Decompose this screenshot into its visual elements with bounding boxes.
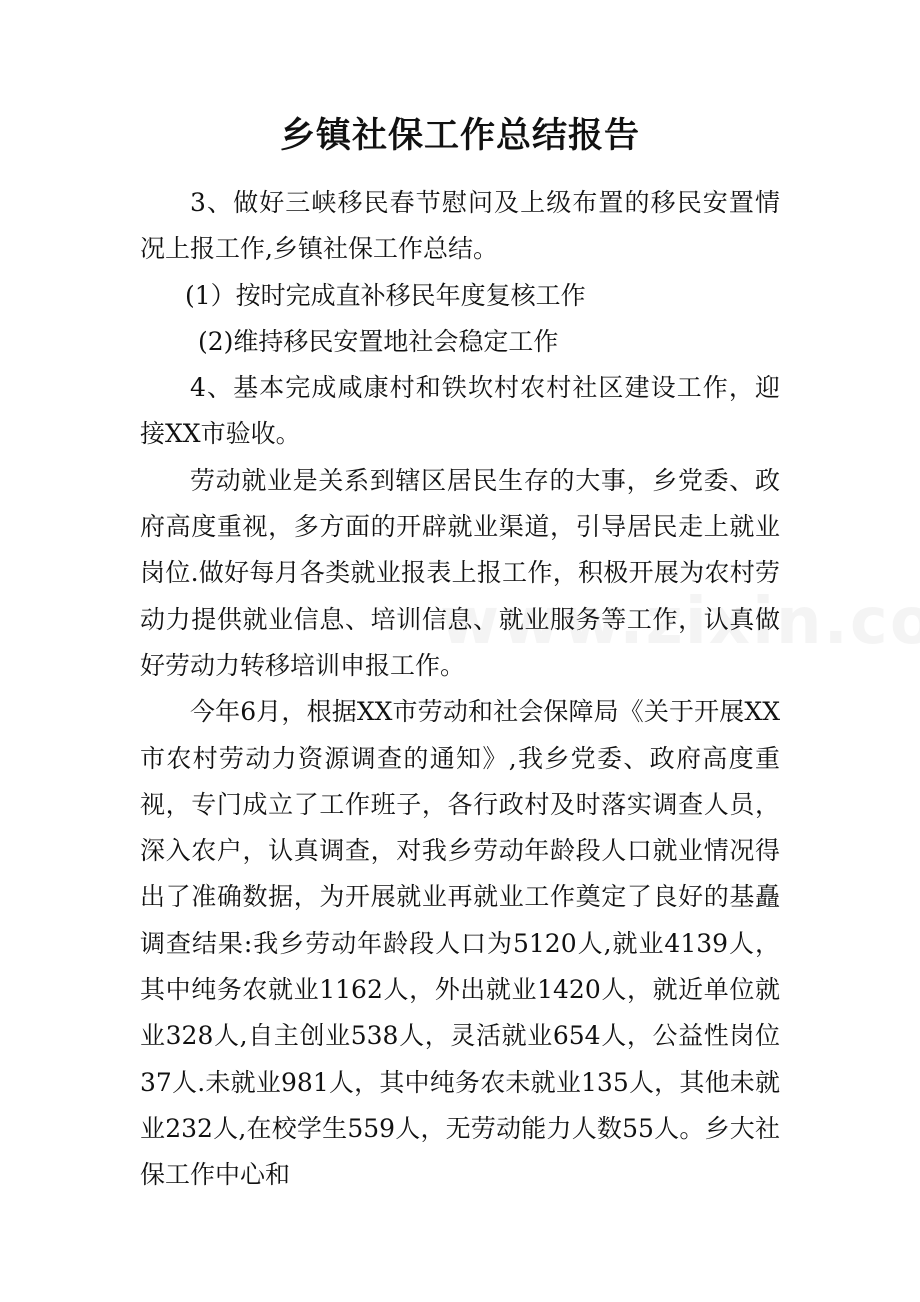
paragraph-subitem-2: (2)维持移民安置地社会稳定工作 bbox=[198, 326, 559, 356]
paragraph-survey-results: 今年6月，根据XX市劳动和社会保障局《关于开展XX市农村劳动力资源调查的通知》,我乡党委、政府高度重视，专门成立了工作班子，各行政村及时落实调查人员，深入农户，认真调查，对我乡劳动年龄段人口就业情况得出了准确数据，为开展就业再就业工作奠定了良好的基矗调查结果:我乡劳动年龄段人口为5120人,就业4139人，其中纯务农就业1162人，外出就业1420人，就近单位就业328人,自主创业538人，灵活就业654人，公益性岗位37人.未就业981人，其中纯务农未就业135人，其他未就业232人,在校学生559人，无劳动能力人数55人。乡大社保工作中心和 bbox=[140, 697, 780, 1190]
paragraph-item-3: 3、做好三峡移民春节慰问及上级布置的移民安置情况上报工作,乡镇社保工作总结。 bbox=[140, 188, 780, 264]
paragraph-item-4: 4、基本完成咸康村和铁坎村农村社区建设工作，迎接XX市验收。 bbox=[140, 373, 780, 449]
paragraph-labor-employment: 劳动就业是关系到辖区居民生存的大事，乡党委、政府高度重视，多方面的开辟就业渠道，引导居民走上就业岗位.做好每月各类就业报表上报工作，积极开展为农村劳动力提供就业信息、培训信息、就业服务等工作，认真做好劳动力转移培训申报工作。 bbox=[140, 465, 780, 680]
paragraph-subitem-1: (1）按时完成直补移民年度复核工作 bbox=[185, 280, 586, 310]
document-body bbox=[140, 180, 780, 1199]
document-title: 乡镇社保工作总结报告 bbox=[279, 115, 640, 156]
